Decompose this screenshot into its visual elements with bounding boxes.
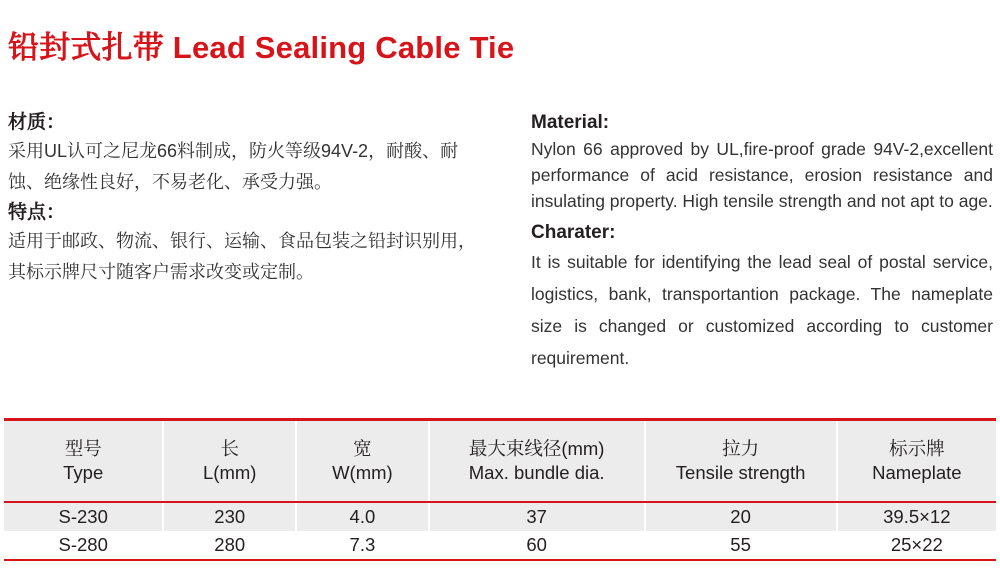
en-material-text: Nylon 66 approved by UL,fire-proof grade 94V-2,excellent performance of acid resistance, erosion resistance and insulating property. High tensile strength and not apt to age. xyxy=(531,139,993,211)
table-row xyxy=(4,503,996,531)
cell-bundle-dia: 60 xyxy=(428,531,644,559)
cell-tensile: 20 xyxy=(644,503,836,531)
header-tensile xyxy=(644,421,836,501)
english-description xyxy=(531,110,993,374)
cell-bundle-dia: 37 xyxy=(428,503,644,531)
cn-material-text: 采用UL认可之尼龙66料制成，防火等级94V-2，耐酸、耐蚀、绝缘性良好，不易老化、承受力强。 xyxy=(8,141,459,192)
cell-type: S-280 xyxy=(58,534,108,555)
cn-feature-heading: 特点： xyxy=(8,202,66,223)
table-row xyxy=(4,531,996,559)
header-en: L(mm) xyxy=(203,462,257,483)
cell-width: 7.3 xyxy=(295,531,428,559)
table-bottom-rule xyxy=(4,559,996,561)
header-cn: 最大束线径(mm) xyxy=(468,438,605,459)
cell-length: 230 xyxy=(162,503,295,531)
header-en: Type xyxy=(63,462,104,483)
header-en: Max. bundle dia. xyxy=(468,462,605,483)
header-en: W(mm) xyxy=(332,462,393,483)
header-cn: 标示牌 xyxy=(889,438,945,459)
cell-nameplate: 25×22 xyxy=(836,531,996,559)
header-cn: 长 xyxy=(220,438,239,459)
header-width xyxy=(295,421,428,501)
en-charater-heading: Charater: xyxy=(531,222,616,243)
header-bundle-dia xyxy=(428,421,644,501)
header-en: Nameplate xyxy=(872,462,962,483)
cell-width: 4.0 xyxy=(295,503,428,531)
chinese-description xyxy=(8,110,478,290)
en-material-heading: Material: xyxy=(531,112,610,133)
header-type xyxy=(4,421,162,501)
cell-length: 280 xyxy=(162,531,295,559)
cell-nameplate: 39.5×12 xyxy=(836,503,996,531)
cell-type: S-230 xyxy=(58,506,108,527)
spec-table xyxy=(4,418,996,561)
header-nameplate xyxy=(836,421,996,501)
table-header xyxy=(4,421,996,503)
header-cn: 宽 xyxy=(353,438,372,459)
cn-material-heading: 材质： xyxy=(8,112,66,133)
en-charater-text: It is suitable for identifying the lead seal of postal service, logistics, bank, transportantion package. The nameplate size is changed or customized according to customer requirement. xyxy=(531,252,993,368)
cell-tensile: 55 xyxy=(644,531,836,559)
page-title: 铅封式扎带 Lead Sealing Cable Tie xyxy=(8,30,515,65)
header-cn: 拉力 xyxy=(722,438,760,459)
cn-feature-text: 适用于邮政、物流、银行、运输、食品包装之铅封识别用，其标示牌尺寸随客户需求改变或定制。 xyxy=(8,231,476,282)
header-cn: 型号 xyxy=(64,438,102,459)
header-en: Tensile strength xyxy=(675,462,806,483)
header-length xyxy=(162,421,295,501)
